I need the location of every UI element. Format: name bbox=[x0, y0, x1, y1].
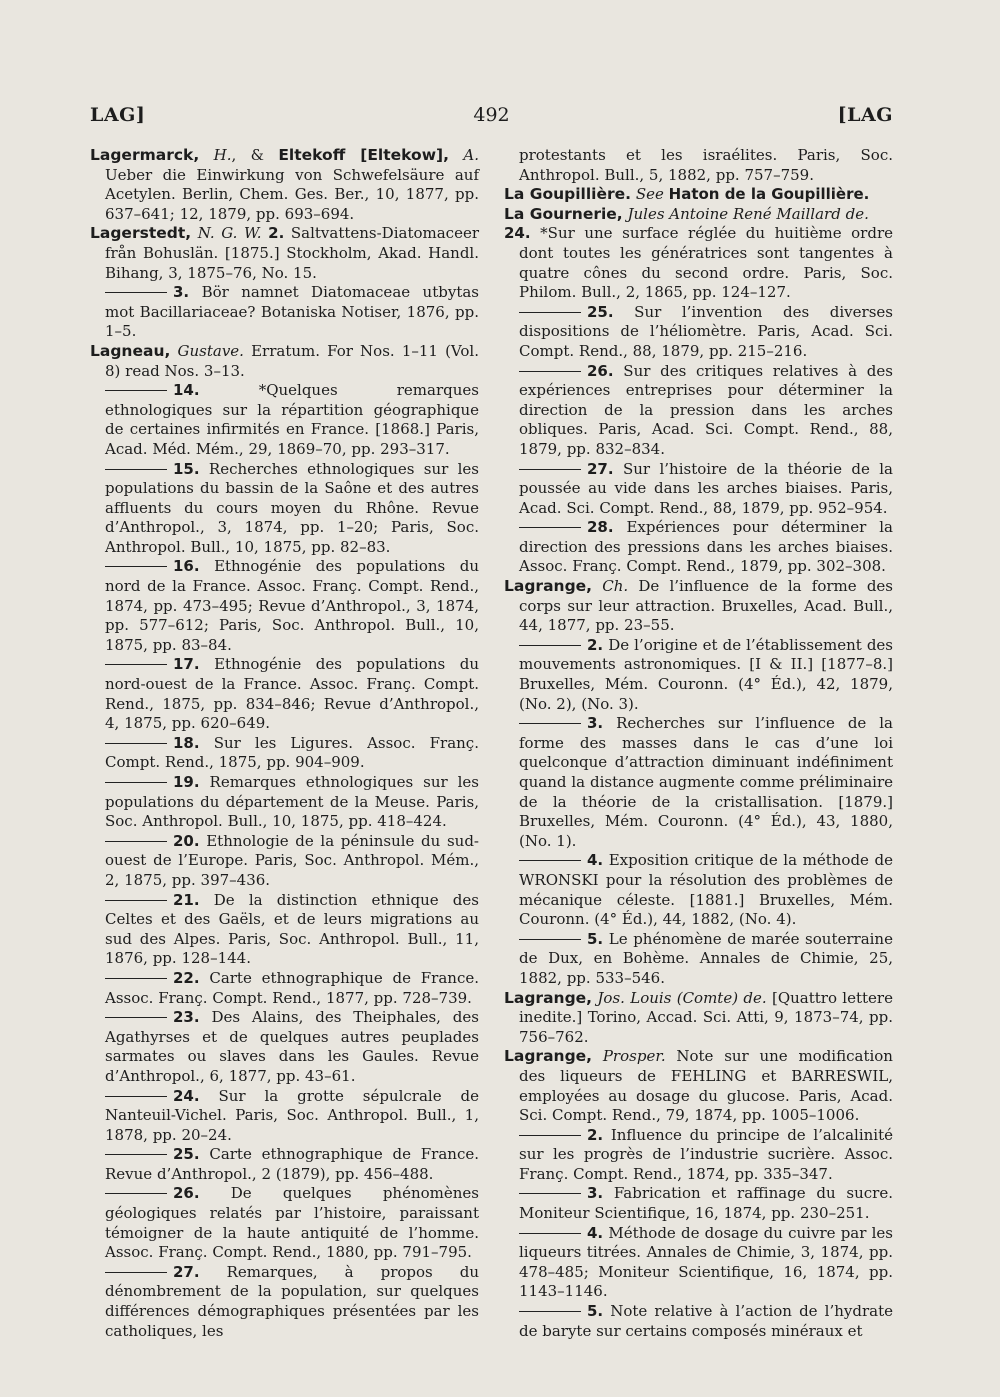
entry-number: 3. bbox=[587, 714, 604, 733]
author-forename: H. bbox=[213, 146, 232, 164]
entry-text: Le phénomène de marée souterraine de Dux, en Bohème. Annales de Chimie, 25, 1882, pp. 533–546. bbox=[519, 929, 893, 987]
sub-entry bbox=[90, 1263, 479, 1341]
author-forename: N. G. W. bbox=[197, 224, 262, 243]
sub-entry bbox=[504, 518, 893, 577]
entry-text: Ueber die Einwirkung von Schwefelsäure auf Acetylen. Berlin, Chem. Ges. Ber., 10, 1877, pp. 637–641; 12, 1879, pp. 693–694. bbox=[105, 165, 479, 223]
entry-number: 27. bbox=[587, 459, 614, 478]
entry-number: 3. bbox=[587, 1184, 604, 1203]
entry-number: 18. bbox=[173, 733, 200, 752]
entry-text: Méthode de dosage du cuivre par les liqueurs titrées. Annales de Chimie, 3, 1874, pp. 478–485; Moniteur Scientifique, 16, 1874, pp. 1143–1146. bbox=[519, 1223, 893, 1301]
entry-number: 25. bbox=[587, 302, 614, 321]
entry-number: 27. bbox=[173, 1262, 200, 1281]
entry-number: 24. bbox=[173, 1086, 200, 1105]
entry-number: 21. bbox=[173, 890, 200, 909]
continued-entry bbox=[504, 146, 893, 185]
sub-entry bbox=[504, 303, 893, 362]
numbered-entry bbox=[504, 224, 893, 302]
sub-entry bbox=[90, 655, 479, 733]
sub-entry bbox=[90, 891, 479, 969]
entry-number: 28. bbox=[587, 518, 614, 537]
sub-entry bbox=[504, 1302, 893, 1341]
sub-entry bbox=[90, 969, 479, 1008]
sub-entry bbox=[90, 832, 479, 891]
coauthor-forename: A. bbox=[463, 146, 479, 164]
entry-number: 26. bbox=[173, 1184, 200, 1203]
sub-entry bbox=[504, 1184, 893, 1223]
entry-number: 25. bbox=[173, 1145, 200, 1164]
entry-text: *Quelques remarques ethnologiques sur la répartition géographique de certaines infirmités en France. [1868.] Paris, Acad. Méd. Mém., 29, 1869–70, pp. 293–317. bbox=[105, 381, 479, 458]
sub-entry bbox=[90, 557, 479, 655]
sub-entry bbox=[504, 1224, 893, 1302]
sub-entry bbox=[90, 773, 479, 832]
author-entry bbox=[90, 224, 479, 283]
sub-entry bbox=[504, 1126, 893, 1185]
entry-text: Recherches ethnologiques sur les populations du bassin de la Saône et des autres affluents du cours moyen du Rhône. Revue d’Anthropol., 3, 1874, pp. 1–20; Paris, Soc. Anthropol. Bull., 10, 1875, pp. 82–83. bbox=[105, 459, 479, 556]
entry-text: Ethnogénie des populations du nord de la France. Assoc. Franç. Compt. Rend., 1874, pp. 473–495; Revue d’Anthropol., 3, 1874, pp. 577–612; Paris, Soc. Anthropol. Bull., 10, 1875, pp. 83–84. bbox=[105, 557, 479, 654]
entry-number: 5. bbox=[587, 1302, 604, 1321]
entry-text: De la distinction ethnique des Celtes et des Gaëls, et de leurs migrations au sud des Alpes. Paris, Soc. Anthropol. Bull., 11, 1876, pp. 128–144. bbox=[105, 890, 479, 968]
author-name: Lagrange, bbox=[504, 577, 593, 596]
sub-entry bbox=[90, 1184, 479, 1262]
entry-text: Sur l’invention des diverses dispositions de l’héliomètre. Paris, Acad. Sci. Compt. Rend., 88, 1879, pp. 215–216. bbox=[519, 302, 893, 360]
entry-number: 23. bbox=[173, 1008, 200, 1027]
entry-number: 5. bbox=[587, 929, 604, 948]
entry-text: Sur la grotte sépulcrale de Nanteuil-Vichel. Paris, Soc. Anthropol. Bull., 1, 1878, pp. 20–24. bbox=[105, 1086, 479, 1144]
entry-number: 4. bbox=[587, 851, 604, 870]
entry-number: 2. bbox=[587, 1125, 604, 1144]
author-entry bbox=[504, 205, 893, 225]
author-name: Lagerstedt, bbox=[90, 224, 192, 243]
sub-entry bbox=[90, 460, 479, 558]
entry-text: Sur les Ligures. Assoc. Franç. Compt. Rend., 1875, pp. 904–909. bbox=[105, 733, 479, 772]
entry-number: 2. bbox=[268, 224, 285, 243]
author-forename: Gustave. bbox=[177, 341, 244, 360]
entry-text: Bör namnet Diatomaceae utbytas mot Bacillariaceae? Botaniska Notiser, 1876, pp. 1–5. bbox=[105, 283, 479, 341]
author-name: Lagrange, bbox=[504, 988, 593, 1007]
sub-entry bbox=[90, 1008, 479, 1086]
entry-text: De quelques phénomènes géologiques relatés par l’histoire, paraissant témoigner de la haute antiquité de l’homme. Assoc. Franç. Compt. Rend., 1880, pp. 791–795. bbox=[105, 1184, 479, 1262]
sub-entry bbox=[90, 1087, 479, 1146]
entry-text: protestants et les israélites. Paris, Soc. Anthropol. Bull., 5, 1882, pp. 757–759. bbox=[519, 146, 893, 184]
entry-number: 26. bbox=[587, 361, 614, 380]
sub-entry bbox=[90, 1145, 479, 1184]
entry-text: Note relative à l’action de l’hydrate de baryte sur certains composés minéraux et bbox=[519, 1302, 893, 1340]
entry-text: Recherches sur l’influence de la forme des masses dans le cas d’une loi quelconque d’attraction diminuant indéfiniment quand la distance augmente comme préliminaire de la théorie de la cristallisation. [1879.] Bruxelles, Mém. Couronn. (4° Éd.), 43, 1880, (No. 1). bbox=[519, 714, 893, 850]
entry-text: De l’origine et de l’établissement des mouvements astronomiques. [I & II.] [1877–8.] Bruxelles, Mém. Couronn. (4° Éd.), 42, 1879, (No. 2), (No. 3). bbox=[519, 635, 893, 713]
entry-number: 15. bbox=[173, 459, 200, 478]
sub-entry bbox=[504, 636, 893, 714]
sub-entry bbox=[90, 283, 479, 342]
author-joiner: , & bbox=[231, 146, 279, 164]
author-entry bbox=[504, 577, 893, 636]
entry-number: 16. bbox=[173, 557, 200, 576]
entry-text: Fabrication et raffinage du sucre. Moniteur Scientifique, 16, 1874, pp. 230–251. bbox=[519, 1184, 893, 1223]
entry-text: Exposition critique de la méthode de WRONSKI pour la résolution des problèmes de mécanique céleste. [1881.] Bruxelles, Mém. Couronn. (4° Éd.), 44, 1882, (No. 4). bbox=[519, 851, 893, 929]
author-name: Lagneau, bbox=[90, 341, 171, 360]
entry-text: Influence du principe de l’alcalinité sur les progrès de l’industrie sucrière. Assoc. Franç. Compt. Rend., 1874, pp. 335–347. bbox=[519, 1125, 893, 1183]
author-forename: Prosper. bbox=[602, 1047, 666, 1066]
entry-number: 19. bbox=[173, 773, 200, 791]
author-entry bbox=[90, 342, 479, 381]
entry-number: 24. bbox=[504, 224, 531, 243]
entry-text: Carte ethnographique de France. Revue d’Anthropol., 2 (1879), pp. 456–488. bbox=[105, 1145, 479, 1183]
author-entry bbox=[90, 146, 479, 224]
author-name: Lagrange, bbox=[504, 1047, 593, 1066]
entry-number: 4. bbox=[587, 1223, 604, 1242]
entry-text: *Sur une surface réglée du huitième ordre dont toutes les génératrices sont tangentes à quatre cônes du second ordre. Paris, Soc. Philom. Bull., 2, 1865, pp. 124–127. bbox=[519, 224, 893, 302]
entry-number: 22. bbox=[173, 968, 200, 987]
page-header bbox=[90, 104, 893, 134]
entry-text: Remarques, à propos du dénombrement de la population, sur quelques différences démographiques présentées par les catholiques, les bbox=[105, 1262, 479, 1340]
author-entry bbox=[504, 989, 893, 1048]
sub-entry bbox=[90, 734, 479, 773]
sub-entry bbox=[504, 851, 893, 929]
entry-number: 17. bbox=[173, 655, 200, 674]
see-label: See bbox=[635, 185, 664, 204]
entry-text: Sur des critiques relatives à des expériences entreprises pour déterminer la direction de la pression dans les arches obliques. Paris, Acad. Sci. Compt. Rend., 88, 1879, pp. 832–834. bbox=[519, 361, 893, 458]
author-forename: Jos. Louis (Comte) de. bbox=[597, 988, 767, 1007]
page-number: 492 bbox=[473, 104, 510, 126]
sub-entry bbox=[504, 362, 893, 460]
entry-text: Carte ethnographique de France. Assoc. Franç. Compt. Rend., 1877, pp. 728–739. bbox=[105, 968, 479, 1007]
sub-entry bbox=[504, 714, 893, 851]
author-name: Lagermarck, bbox=[90, 146, 200, 164]
entry-text: Note sur une modification des liqueurs de FEHLING et BARRESWIL, employées au dosage du glucose. Paris, Acad. Sci. Compt. Rend., 79, 1874, pp. 1005–1006. bbox=[519, 1047, 893, 1125]
entry-text: Erratum. For Nos. 1–11 (Vol. 8) read Nos. 3–13. bbox=[105, 341, 479, 380]
author-forename: Jules Antoine René Maillard de. bbox=[627, 204, 869, 223]
entry-number: 14. bbox=[173, 381, 200, 400]
author-entry bbox=[504, 1047, 893, 1125]
cross-reference bbox=[504, 185, 893, 205]
entry-text: De l’influence de la forme des corps sur leur attraction. Bruxelles, Acad. Bull., 44, 1877, pp. 23–55. bbox=[519, 577, 893, 635]
right-column bbox=[504, 146, 893, 1341]
coauthor-name: Eltekoff [Eltekow], bbox=[278, 146, 450, 164]
author-name: La Gournerie, bbox=[504, 204, 623, 223]
entry-text: [Quattro lettere inedite.] Torino, Accad. Sci. Atti, 9, 1873–74, pp. 756–762. bbox=[519, 988, 893, 1046]
left-column bbox=[90, 146, 479, 1341]
entry-text: Saltvattens-Diatomaceer från Bohuslän. [1875.] Stockholm, Akad. Handl. Bihang, 3, 1875–76, No. 15. bbox=[105, 224, 479, 282]
entry-text: Expériences pour déterminer la direction des pressions dans les arches biaises. Assoc. Franç. Compt. Rend., 1879, pp. 302–308. bbox=[519, 518, 893, 576]
entry-text: Ethnogénie des populations du nord-ouest de la France. Assoc. Franç. Compt. Rend., 1875, pp. 834–846; Revue d’Anthropol., 4, 1875, pp. 620–649. bbox=[105, 655, 479, 733]
author-name: La Goupillière. bbox=[504, 185, 632, 204]
sub-entry bbox=[504, 930, 893, 989]
entry-number: 2. bbox=[587, 635, 604, 654]
author-forename: Ch. bbox=[602, 577, 629, 596]
sub-entry bbox=[90, 381, 479, 459]
entry-text: Remarques ethnologiques sur les populations du département de la Meuse. Paris, Soc. Anthropol. Bull., 10, 1875, pp. 418–424. bbox=[105, 773, 479, 831]
running-head-left: LAG] bbox=[90, 104, 146, 126]
entry-text: Des Alains, des Theiphales, des Agathyrses et de quelques autres peuplades sarmates ou slaves dans les Gaules. Revue d’Anthropol., 6, 1877, pp. 43–61. bbox=[105, 1008, 479, 1085]
sub-entry bbox=[504, 460, 893, 519]
entry-number: 20. bbox=[173, 831, 200, 850]
running-head-right: [LAG bbox=[837, 104, 893, 126]
see-target: Haton de la Goupillière. bbox=[668, 185, 870, 204]
entry-text: Ethnologie de la péninsule du sud-ouest de l’Europe. Paris, Soc. Anthropol. Mém., 2, 1875, pp. 397–436. bbox=[105, 831, 479, 889]
entry-text: Sur l’histoire de la théorie de la poussée au vide dans les arches biaises. Paris, Acad. Sci. Compt. Rend., 88, 1879, pp. 952–954. bbox=[519, 459, 893, 517]
entry-number: 3. bbox=[173, 283, 190, 302]
